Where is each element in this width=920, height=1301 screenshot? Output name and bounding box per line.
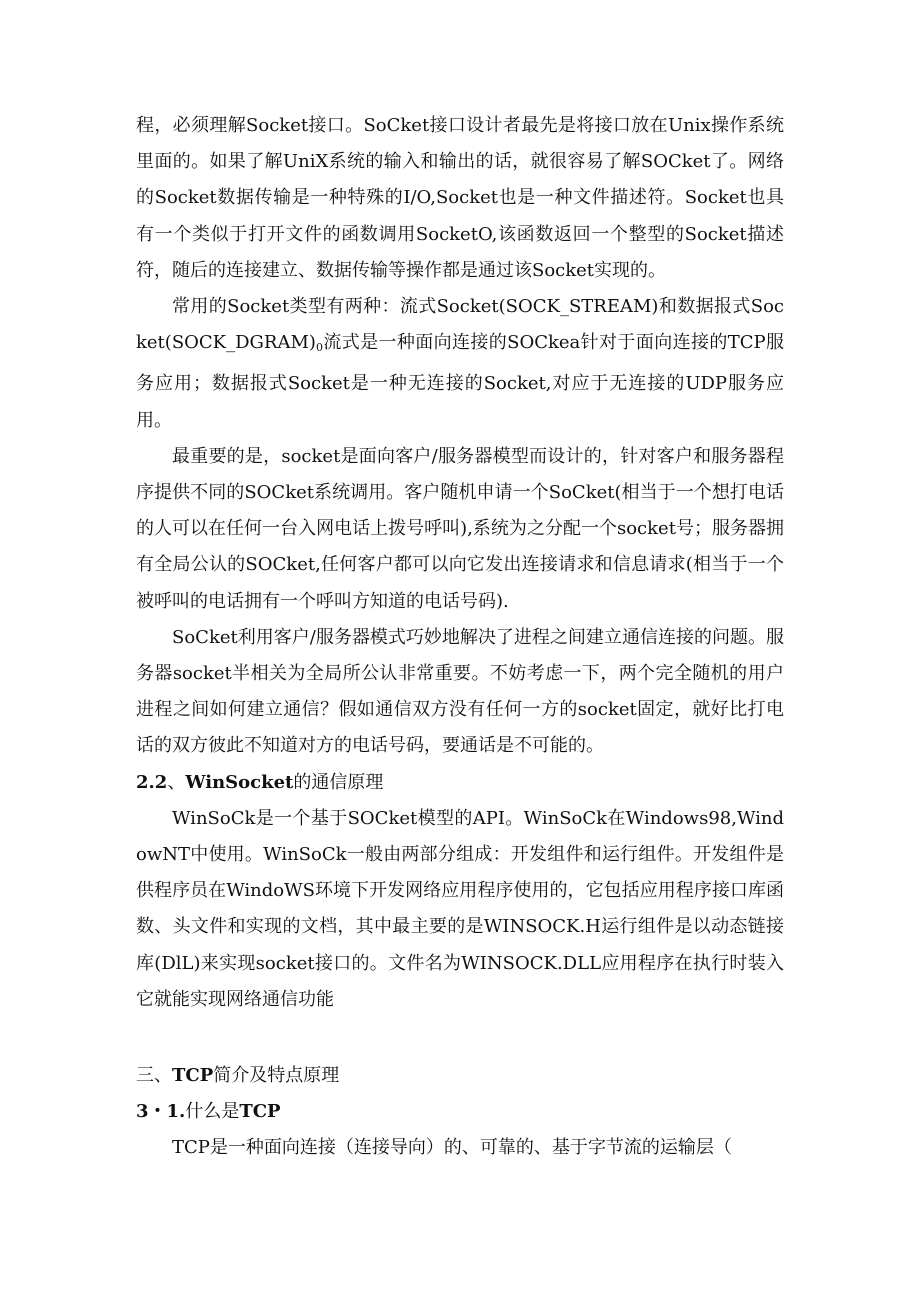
paragraph-socket-types bbox=[136, 289, 784, 439]
heading-2-2-title: 的通信原理 bbox=[293, 771, 384, 793]
heading-3-title: 简介及特点原理 bbox=[213, 1065, 340, 1087]
paragraph-winsock: WinSoCk是一个基于SOCket模型的API。WinSoCk在Windows98,WindowNT中使用。WinSoCk一般由两部分组成：开发组件和运行组件。开发组件是供程序员在WindoWS环境下开发网络应用程序使用的，它包括应用程序接口库函数、头文件和实现的文档，其中最主要的是WINSOCK.H运行组件是以动态链接库(DlL)来实现socket接口的。文件名为WINSOCK.DLL应用程序在执行时装入它就能实现网络通信功能 bbox=[136, 807, 784, 1010]
socket-types-subscript: 0 bbox=[315, 341, 323, 355]
heading-3-keyword: TCP bbox=[172, 1065, 214, 1087]
paragraph-socket-interface: 程，必须理解Socket接口。SoCket接口设计者最先是将接口放在Unix操作系统里面的。如果了解UniX系统的输入和输出的话，就很容易了解SOCket了。网络的Socket数据传输是一种特殊的I/O,Socket也是一种文件描述符。Socket也具有一个类似于打开文件的函数调用SocketO,该函数返回一个整型的Socket描述符，随后的连接建立、数据传输等操作都是通过该Socket实现的。 bbox=[136, 115, 784, 281]
socket-types-text-1: 常用的Socket类型有两种：流式Socket(SOCK_STREAM)和数据报式Socket(SOCK_DGRAM) bbox=[136, 296, 784, 354]
socket-types-text-2: 流式是一种面向连接的SOCkea针对于面向连接的TCP服务应用；数据报式Socket是一种无连接的Socket,对应于无连接的UDP服务应用。 bbox=[136, 332, 784, 431]
section-heading-2-2 bbox=[136, 765, 784, 801]
paragraph-client-server: 最重要的是，socket是面向客户/服务器模型而设计的，针对客户和服务器程序提供不同的SOCket系统调用。客户随机申请一个SoCket(相当于一个想打电话的人可以在任何一台入网电话上拨号呼叫),系统为之分配一个socket号；服务器拥有全局公认的SOCket,任何客户都可以向它发出连接请求和信息请求(相当于一个被呼叫的电话拥有一个呼叫方知道的电话号码). bbox=[136, 445, 784, 612]
paragraph-tcp-definition: TCP是一种面向连接（连接导向）的、可靠的、基于字节流的运输层（ bbox=[172, 1137, 732, 1159]
section-heading-3-1 bbox=[136, 1094, 784, 1130]
heading-3-prefix: 三、 bbox=[136, 1065, 172, 1087]
heading-3-1-text: 什么是 bbox=[185, 1101, 240, 1123]
heading-2-2-separator: 、 bbox=[167, 771, 186, 793]
heading-2-2-keyword: WinSocket bbox=[185, 771, 294, 793]
document-body bbox=[136, 108, 784, 1167]
section-spacer bbox=[136, 1018, 784, 1058]
heading-3-1-keyword: TCP bbox=[239, 1101, 281, 1123]
heading-2-2-number: 2.2 bbox=[136, 771, 168, 793]
heading-3-1-number: 3・1. bbox=[136, 1101, 186, 1123]
paragraph-connection-problem: SoCket利用客户/服务器模式巧妙地解决了进程之间建立通信连接的问题。服务器socket半相关为全局所公认非常重要。不妨考虑一下，两个完全随机的用户进程之间如何建立通信？假如通信双方没有任何一方的socket固定，就好比打电话的双方彼此不知道对方的电话号码，要通话是不可能的。 bbox=[136, 626, 784, 757]
section-heading-3 bbox=[136, 1058, 784, 1094]
